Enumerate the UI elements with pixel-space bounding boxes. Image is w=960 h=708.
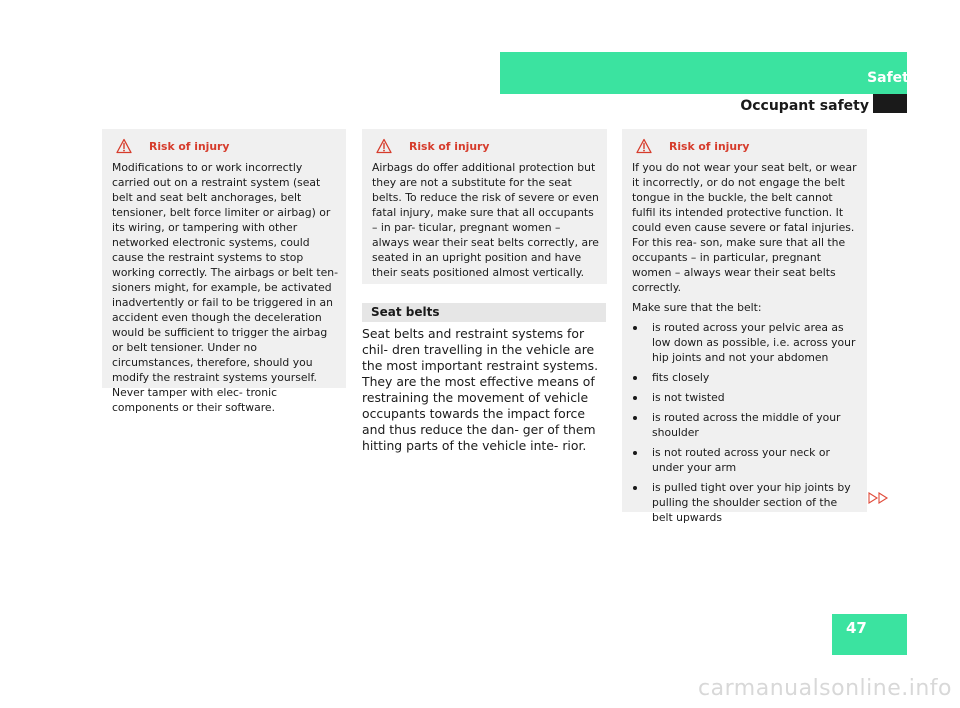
list-item: is routed across the middle of your shoulder: [632, 410, 859, 440]
warning-box-modifications: [102, 129, 346, 414]
section-tab-marker: [873, 94, 907, 113]
list-item: is not routed across your neck or under your arm: [632, 445, 859, 475]
list-item: is not twisted: [632, 390, 859, 405]
seat-belts-heading: Seat belts: [362, 303, 606, 322]
list-item: is pulled tight over your hip joints by pulling the shoulder section of the belt upwards: [632, 480, 859, 525]
seat-belts-body: Seat belts and restraint systems for chil- dren travelling in the vehicle are the most important restraint systems. They are the most effective means of restraining the movement of vehicle occupants towards the impact force and thus reduce the dan- ger of them hitting parts of the vehicle inte- rior.: [362, 326, 599, 453]
warning-text: If you do not wear your seat belt, or wear it incorrectly, or do not engage the belt tongue in the buckle, the belt cannot fulfil its intended protective function. It could even cause severe or fatal injuries. For this rea- son, make sure that all the occupants – in particular, pregnant women – always wear their seat belts correctly.: [632, 161, 857, 294]
belt-checklist: [632, 320, 859, 525]
list-item: fits closely: [632, 370, 859, 385]
warning-header: [632, 137, 859, 155]
belt-checklist-intro: Make sure that the belt:: [632, 301, 762, 314]
warning-header: [372, 137, 599, 155]
warning-text: Modifications to or work incorrectly carried out on a restraint system (seat belt and seat belt anchorages, belt tensioner, belt force limiter or airbag) or its wiring, or tampering with other networked electronic systems, could cause the restraint systems to stop working correctly. The airbags or belt ten- sioners might, for example, be activated inadvertently or fail to be triggered in an accident even though the deceleration would be sufficient to trigger the airbag or belt tensioner. Under no circumstances, therefore, should you modify the restraint systems yourself. Never tamper with elec- tronic components or their software.: [112, 161, 338, 414]
page-number: 47: [846, 619, 867, 637]
section-title: Safety: [867, 70, 918, 86]
warning-title: Risk of injury: [669, 139, 750, 153]
warning-box-airbags: [362, 129, 607, 284]
subsection-title: Occupant safety: [740, 98, 869, 114]
warning-header: [112, 137, 338, 155]
warning-triangle-icon: [636, 138, 652, 154]
warning-triangle-icon: [376, 138, 392, 154]
footer-watermark: carmanualsonline.info: [698, 676, 952, 701]
warning-title: Risk of injury: [149, 139, 230, 153]
warning-triangle-icon: [116, 138, 132, 154]
warning-title: Risk of injury: [409, 139, 490, 153]
page-number-box: [832, 614, 907, 655]
warning-box-seat-belt-use: [622, 129, 867, 524]
header-band: [500, 52, 907, 94]
list-item: is routed across your pelvic area as low down as possible, i.e. across your hip joints and not your abdomen: [632, 320, 859, 365]
continue-arrow-icon: [868, 492, 890, 504]
warning-text: Airbags do offer additional protection but they are not a substitute for the seat belts. To reduce the risk of severe or even fatal injury, make sure that all occupants – in par- ticular, pregnant women – always wear their seat belts correctly, are seated in an upright position and have their seats positioned almost vertically.: [372, 161, 599, 279]
